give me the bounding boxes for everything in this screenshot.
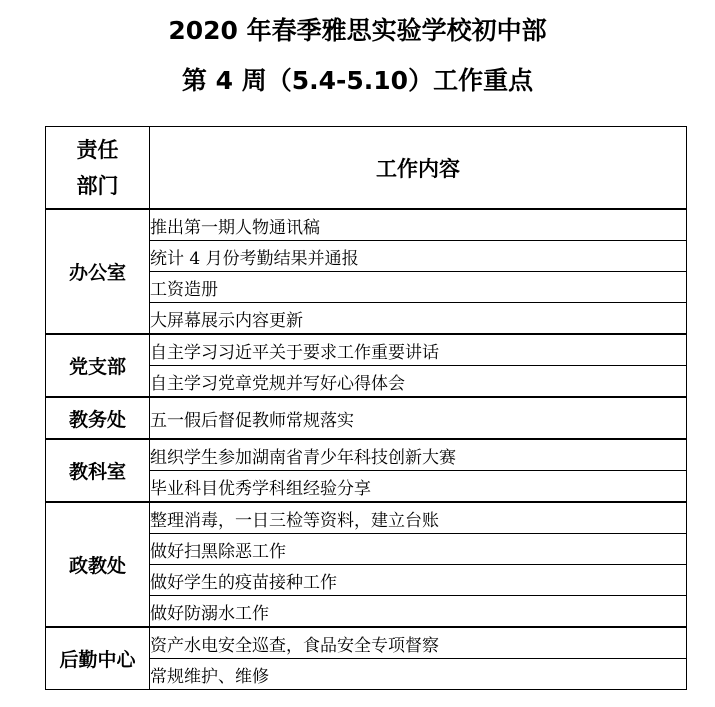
task-item: 毕业科目优秀学科组经验分享 [150, 471, 687, 503]
header-department [46, 127, 150, 210]
table-row [46, 627, 687, 659]
table-row [46, 334, 687, 366]
task-item: 推出第一期人物通讯稿 [150, 209, 687, 241]
department-party-branch: 党支部 [46, 334, 150, 397]
header-work-content: 工作内容 [150, 127, 687, 210]
table-row [46, 209, 687, 241]
table-header-row [46, 127, 687, 210]
task-item: 五一假后督促教师常规落实 [150, 397, 687, 439]
task-item: 资产水电安全巡查，食品安全专项督察 [150, 627, 687, 659]
table-row [46, 397, 687, 439]
department-academic-affairs: 教务处 [46, 397, 150, 439]
task-item: 自主学习党章党规并写好心得体会 [150, 366, 687, 398]
department-research-office: 教科室 [46, 439, 150, 502]
task-item: 做好扫黑除恶工作 [150, 534, 687, 565]
header-department-line1: 责任 [76, 136, 119, 162]
task-item: 做好学生的疫苗接种工作 [150, 565, 687, 596]
work-plan-table [45, 126, 687, 690]
task-item: 整理消毒，一日三检等资料，建立台账 [150, 502, 687, 534]
document-subtitle: 第 4 周（5.4-5.10）工作重点 [181, 66, 534, 95]
task-item: 做好防溺水工作 [150, 596, 687, 628]
task-item: 工资造册 [150, 272, 687, 303]
document-title: 2020 年春季雅思实验学校初中部 [168, 16, 547, 45]
department-office: 办公室 [46, 209, 150, 334]
task-item: 组织学生参加湖南省青少年科技创新大赛 [150, 439, 687, 471]
task-item: 自主学习习近平关于要求工作重要讲话 [150, 334, 687, 366]
table-row [46, 439, 687, 471]
task-item: 大屏幕展示内容更新 [150, 303, 687, 335]
task-item: 常规维护、维修 [150, 659, 687, 690]
task-item: 统计 4 月份考勤结果并通报 [150, 241, 687, 272]
department-logistics-center: 后勤中心 [46, 627, 150, 690]
table-row [46, 502, 687, 534]
department-student-affairs: 政教处 [46, 502, 150, 627]
header-department-line2: 部门 [76, 172, 119, 198]
